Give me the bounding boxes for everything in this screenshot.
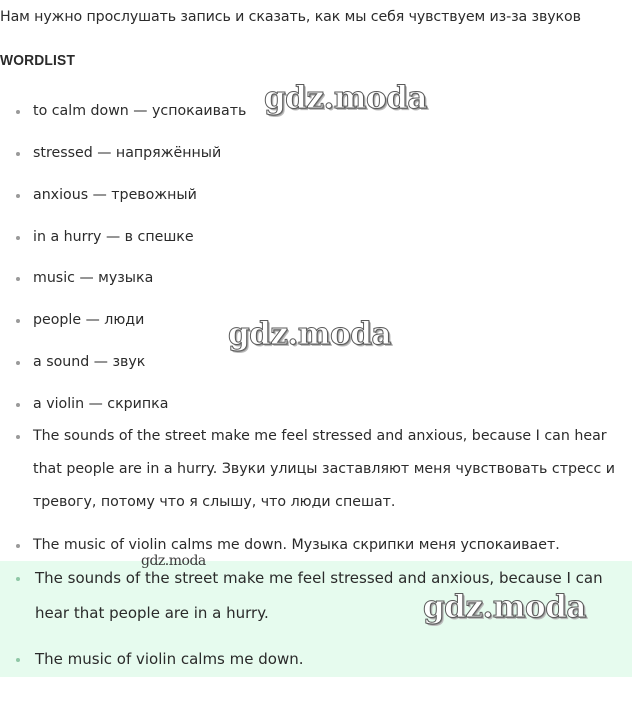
- intro-text: Нам нужно прослушать запись и сказать, как мы себя чувствуем из-за звуков: [0, 9, 581, 25]
- answer-item: [35, 561, 627, 631]
- bullet-icon: [16, 319, 20, 323]
- bullet-icon: [16, 277, 20, 281]
- list-item: stressed — напряжённый: [16, 143, 204, 163]
- list-item: a violin — скрипка: [16, 394, 151, 414]
- bullet-icon: [16, 110, 20, 114]
- answer-block: [0, 561, 632, 677]
- list-item: music — музыка: [16, 268, 136, 288]
- sentence-item: [33, 529, 623, 562]
- watermark-logo: gdz.moda: [423, 589, 586, 625]
- list-item: to calm down — успокаивать: [16, 101, 229, 121]
- sentence-text: The sounds of the street make me feel stressed and anxious, because I can hear that people are in a hurry. Звуки улицы заставляют меня чувствовать стресс и тревогу, потому что я слышу, что люди спешат.: [33, 428, 616, 510]
- bullet-icon: [16, 403, 20, 407]
- sentence-item: [33, 420, 623, 519]
- list-item: in a hurry — в спешке: [16, 227, 177, 247]
- watermark-logo: gdz.moda: [264, 80, 427, 116]
- bullet-icon: [16, 194, 20, 198]
- answer-item: [35, 642, 627, 677]
- list-item: a sound — звук: [16, 352, 128, 372]
- wordlist-heading: WORDLIST: [0, 52, 76, 69]
- bullet-icon: [16, 577, 20, 581]
- bullet-icon: [16, 236, 20, 240]
- watermark-logo: gdz.moda: [228, 316, 391, 352]
- list-item: people — люди: [16, 310, 127, 330]
- bullet-icon: [16, 658, 20, 662]
- list-item: anxious — тревожный: [16, 185, 180, 205]
- answer-text: The sounds of the street make me feel stressed and anxious, because I can hear that people are in a hurry.: [35, 569, 603, 622]
- sentence-text: The music of violin calms me down. Музыка скрипки меня успокаивает.: [33, 537, 560, 553]
- bullet-icon: [16, 361, 20, 365]
- watermark-logo: gdz.moda: [141, 553, 206, 569]
- answer-text: The music of violin calms me down.: [35, 650, 304, 668]
- bullet-icon: [16, 435, 20, 439]
- bullet-icon: [16, 544, 20, 548]
- bullet-icon: [16, 152, 20, 156]
